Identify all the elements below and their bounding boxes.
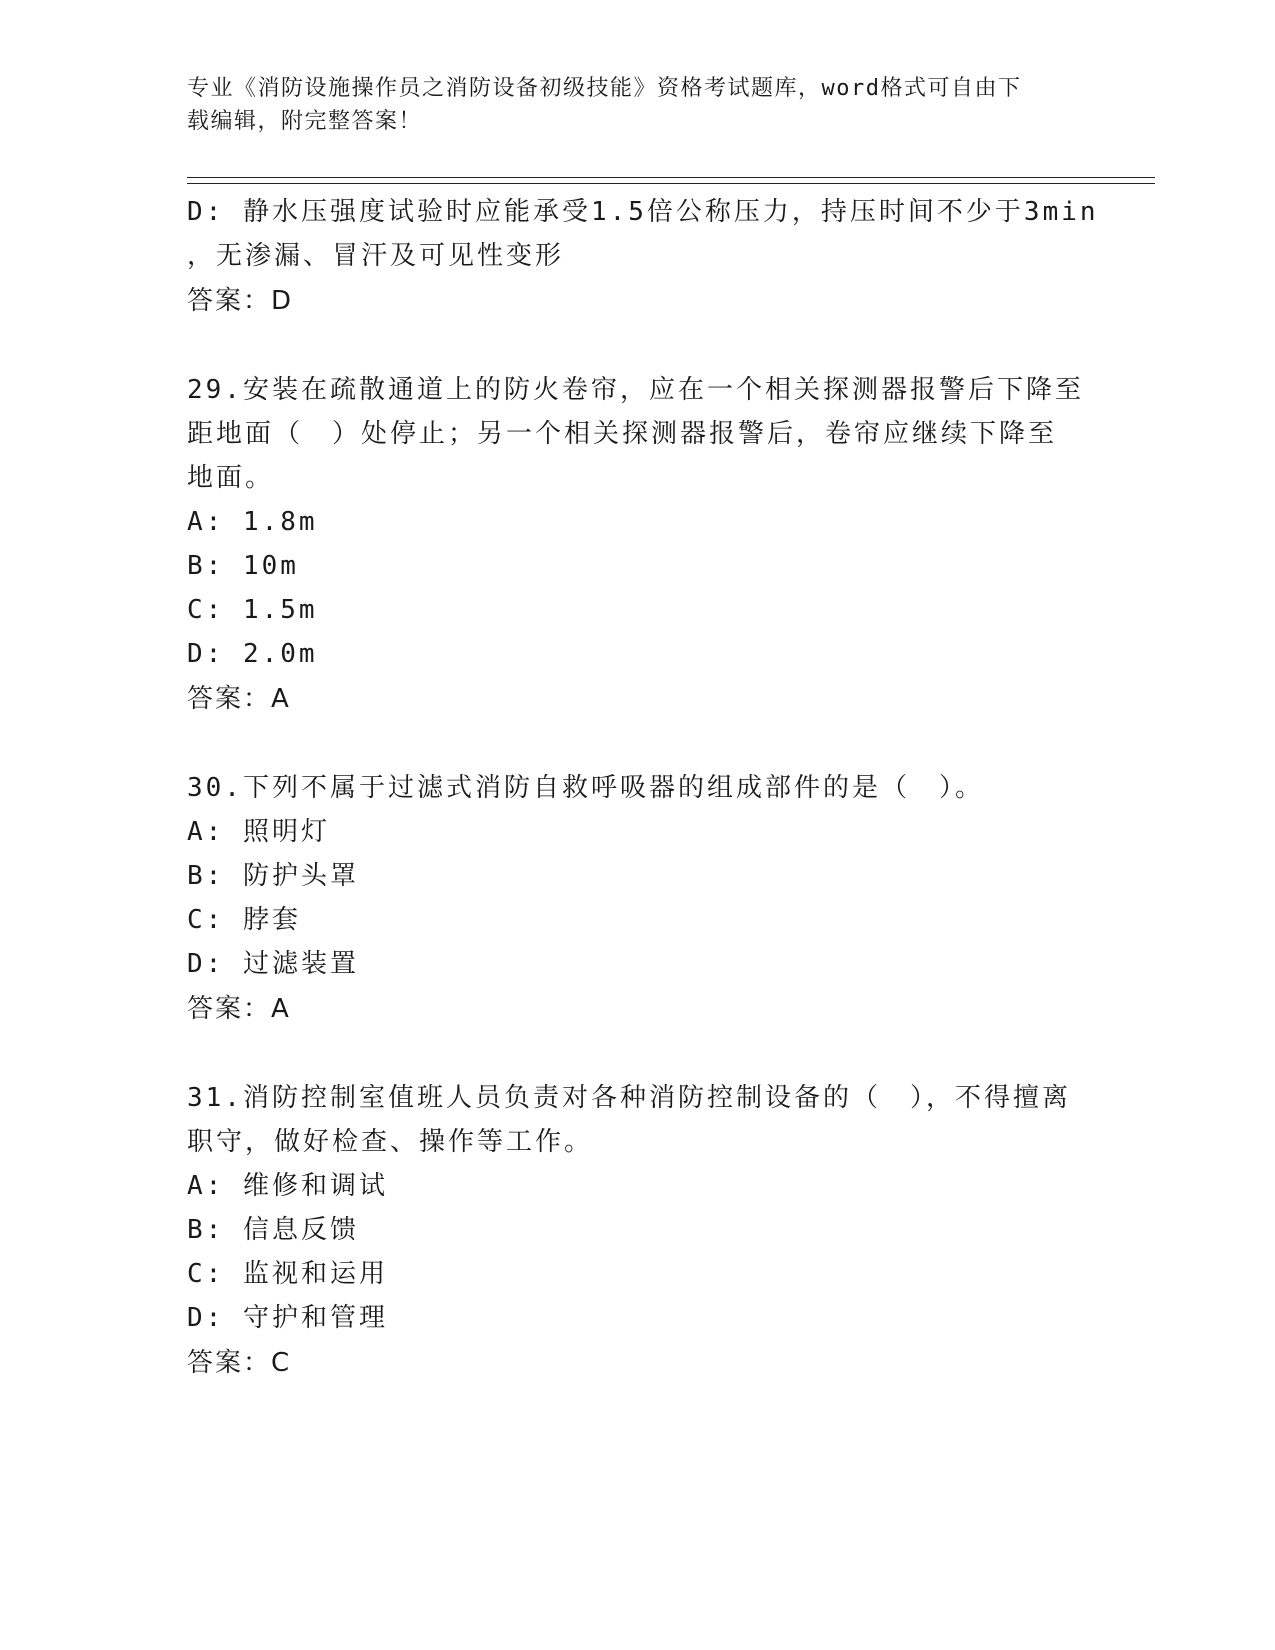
question-content [187,190,1099,1386]
spacer [187,324,1087,368]
answer: 答案：A [187,994,291,1024]
question-29 [187,368,1087,722]
spacer [187,722,1087,766]
option-a: A: 1.8m [187,507,318,537]
option-a: A: 照明灯 [187,817,330,847]
option-d: D: 2.0m [187,639,318,669]
spacer [187,1032,1087,1076]
option-d: D: 静水压强度试验时应能承受1.5倍公称压力，持压时间不少于3min [187,197,1099,227]
option-a: A: 维修和调试 [187,1171,388,1201]
question-stem: 职守，做好检查、操作等工作。 [187,1127,594,1157]
question-stem: 距地面（ ）处停止；另一个相关探测器报警后，卷帘应继续下降至 [187,419,1058,449]
answer: 答案：C [187,1348,292,1378]
question-stem: 29.安装在疏散通道上的防火卷帘，应在一个相关探测器报警后下降至 [187,375,1084,405]
header-line-2: 载编辑，附完整答案！ [187,109,423,134]
header-line-1: 专业《消防设施操作员之消防设备初级技能》资格考试题库，word格式可自由下 [187,76,1022,101]
answer: 答案：A [187,684,291,714]
option-d-continued: ，无渗漏、冒汗及可见性变形 [187,241,565,271]
header-divider-bottom [187,183,1155,184]
continued-question [187,190,1099,324]
option-b: B: 防护头罩 [187,861,359,891]
question-30 [187,766,1087,1032]
question-stem: 地面。 [187,463,275,493]
question-stem: 31.消防控制室值班人员负责对各种消防控制设备的（ ），不得擅离 [187,1083,1071,1113]
option-d: D: 过滤装置 [187,949,359,979]
option-c: C: 监视和运用 [187,1259,388,1289]
option-d: D: 守护和管理 [187,1303,388,1333]
option-b: B: 信息反馈 [187,1215,359,1245]
document-header [187,72,1067,138]
option-b: B: 10m [187,551,299,581]
question-stem: 30.下列不属于过滤式消防自救呼吸器的组成部件的是（ ）。 [187,773,984,803]
answer: 答案：D [187,286,294,316]
option-c: C: 1.5m [187,595,318,625]
header-divider-top [187,177,1155,178]
option-c: C: 脖套 [187,905,301,935]
question-31 [187,1076,1087,1386]
